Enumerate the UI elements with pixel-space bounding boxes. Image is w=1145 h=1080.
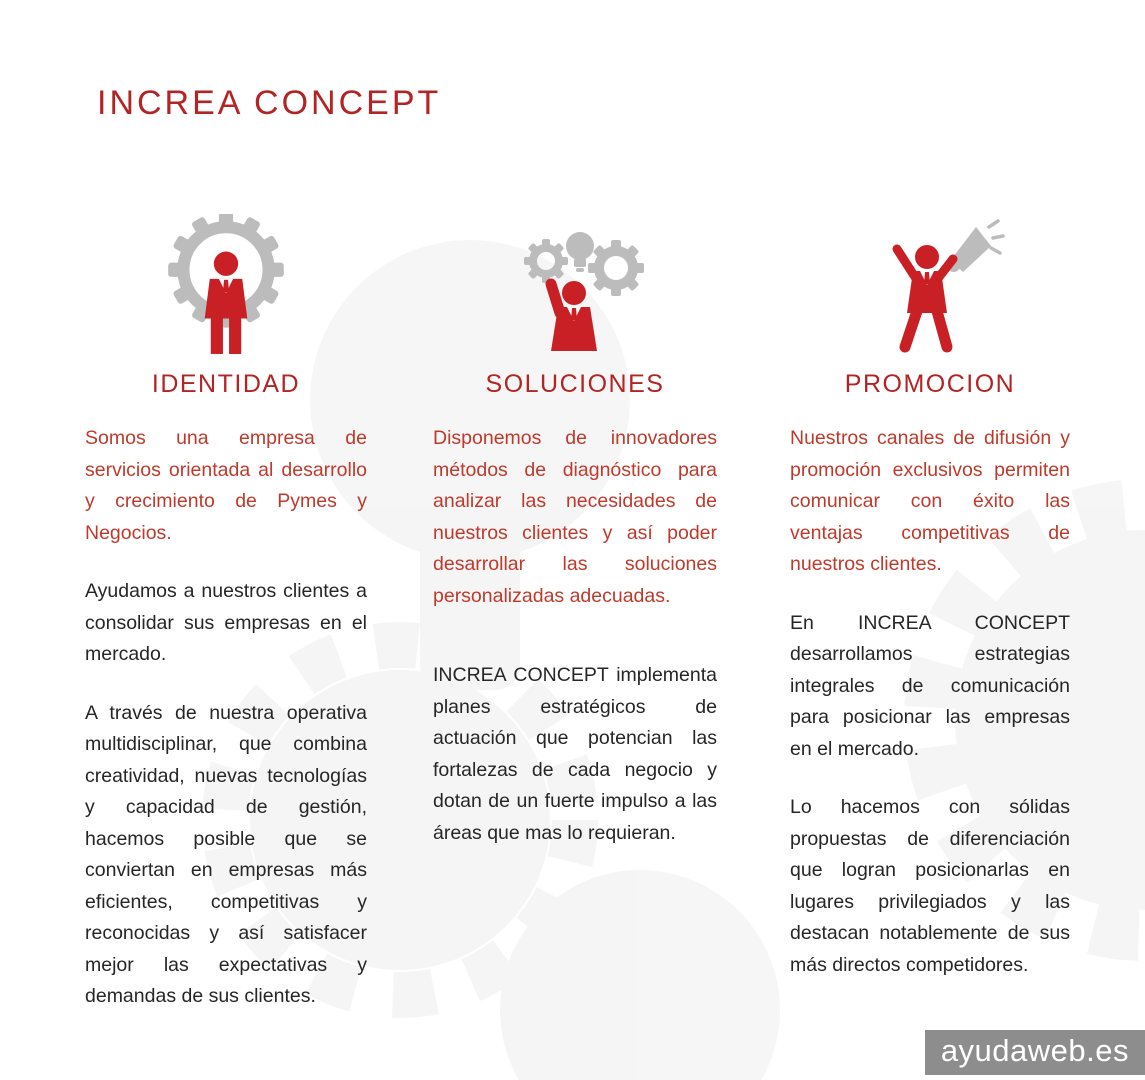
identidad-paragraph-2: Ayudamos a nuestros clientes a consolidar sus empresas en el mercado. bbox=[85, 580, 367, 665]
column-soluciones bbox=[433, 208, 717, 849]
person-in-gear-icon bbox=[85, 208, 367, 356]
column-heading-promocion: PROMOCION bbox=[844, 370, 1016, 398]
column-heading-soluciones: SOLUCIONES bbox=[485, 370, 665, 398]
identidad-paragraph-1: Somos una empresa de servicios orientada al desarrollo y crecimiento de Pymes y Negocios. bbox=[85, 427, 367, 544]
identidad-paragraph-3: A través de nuestra operativa multidisciplinar, que combina creatividad, nuevas tecnologías y capacidad de gestión, hacemos posible que se conviertan en empresas más eficientes, competitivas y reconocidas y así satisfacer mejor las expectativas y demandas de sus clientes. bbox=[85, 701, 367, 1007]
promocion-paragraph-3: Lo hacemos con sólidas propuestas de diferenciación que logran posicionarlas en lugares privilegiados y las destacan notablemente de sus más directos competidores. bbox=[790, 796, 1070, 976]
soluciones-paragraph-2: INCREA CONCEPT implementa planes estratégicos de actuación que potencian las fortalezas de cada negocio y dotan de un fuerte impulso a las áreas que mas lo requieran. bbox=[433, 664, 717, 844]
person-idea-gears-icon bbox=[433, 208, 717, 356]
column-promocion bbox=[790, 208, 1070, 981]
promocion-paragraph-1: Nuestros canales de difusión y promoción exclusivos permiten comunicar con éxito las ventajas competitivas de nuestros clientes. bbox=[790, 427, 1070, 575]
column-heading-identidad: IDENTIDAD bbox=[151, 370, 301, 398]
page-title: INCREA CONCEPT bbox=[97, 84, 442, 122]
person-megaphone-icon bbox=[790, 208, 1070, 356]
ayudaweb-watermark: ayudaweb.es bbox=[925, 1030, 1145, 1075]
column-identidad bbox=[85, 208, 367, 1013]
soluciones-paragraph-1: Disponemos de innovadores métodos de diagnóstico para analizar las necesidades de nuestros clientes y así poder desarrollar las soluciones personalizadas adecuadas. bbox=[433, 427, 717, 607]
promocion-paragraph-2: En INCREA CONCEPT desarrollamos estrategias integrales de comunicación para posicionar las empresas en el mercado. bbox=[790, 611, 1070, 760]
